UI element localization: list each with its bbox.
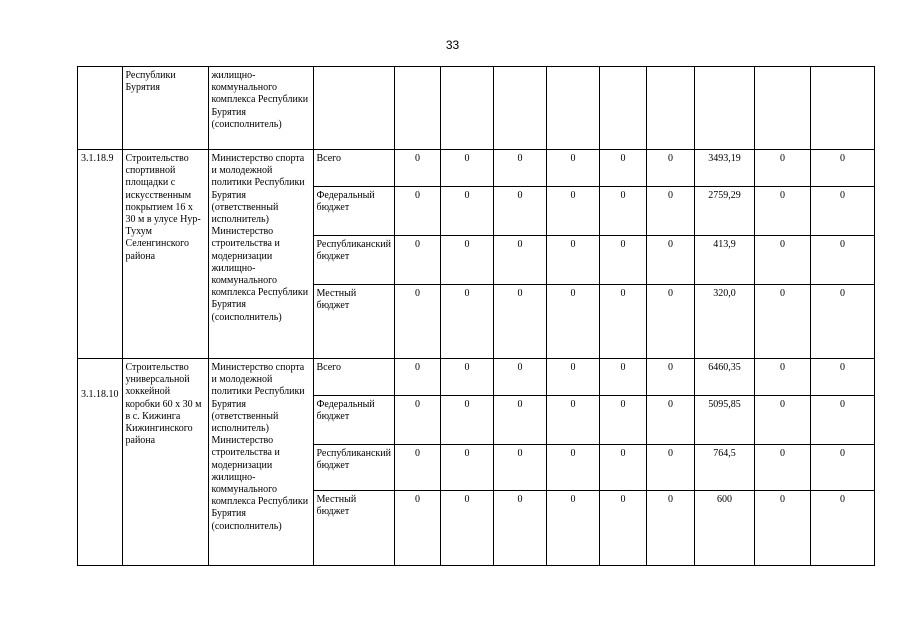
value-cell: 0 [493,359,546,396]
row-code [78,67,123,150]
value-cell: 0 [493,150,546,187]
value-cell: 0 [546,150,599,187]
value-cell: 0 [440,150,493,187]
value-cell: 0 [440,187,493,236]
value-cell: 0 [646,359,694,396]
table-row [78,359,875,396]
value-cell: 0 [493,285,546,359]
event-name: Республики Бурятия [122,67,208,150]
value-cell: 0 [646,396,694,445]
value-cell: 0 [546,445,599,491]
value-cell: 0 [810,445,874,491]
value-cell: 0 [754,359,810,396]
value-cell: 0 [440,359,493,396]
funding-source: Местный бюджет [313,285,394,359]
funding-source: Федеральный бюджет [313,187,394,236]
program-funding-table [77,66,875,566]
value-cell: 0 [546,359,599,396]
value-cell: 0 [493,491,546,566]
value-cell: 0 [394,445,440,491]
row-code: 3.1.18.10 [78,359,123,566]
funding-source: Всего [313,150,394,187]
value-cell: 0 [394,396,440,445]
value-cell: 0 [810,396,874,445]
executor: Министерство спорта и молодежной политики Республики Бурятия (ответственный исполнитель) Министерство строительства и модернизации жилищно-коммунального комплекса Республики Бурятия (соисполнитель) [208,359,313,566]
event-name: Строительство универсальной хоккейной коробки 60 х 30 м в с. Кижинга Кижингинского района [122,359,208,566]
row-code: 3.1.18.9 [78,150,123,359]
funding-source: Всего [313,359,394,396]
funding-source: Республиканский бюджет [313,445,394,491]
value-cell: 0 [599,187,646,236]
value-cell: 0 [546,285,599,359]
value-cell: 0 [599,236,646,285]
value-cell: 0 [810,150,874,187]
funding-source: Республиканский бюджет [313,236,394,285]
value-cell: 0 [646,236,694,285]
value-cell: 0 [394,359,440,396]
value-cell: 600 [694,491,754,566]
value-cell: 5095,85 [694,396,754,445]
value-cell: 0 [646,150,694,187]
value-cell: 0 [810,285,874,359]
value-cell: 0 [599,396,646,445]
value-cell: 0 [546,236,599,285]
value-cell: 0 [394,187,440,236]
value-cell: 0 [599,285,646,359]
value-cell: 0 [546,396,599,445]
value-cell: 0 [754,187,810,236]
value-cell: 0 [754,491,810,566]
value-cell: 0 [599,150,646,187]
value-cell: 0 [810,187,874,236]
value-cell: 3493,19 [694,150,754,187]
funding-source: Местный бюджет [313,491,394,566]
value-cell: 0 [493,236,546,285]
value-cell: 0 [754,285,810,359]
event-name: Строительство спортивной площадки с искусственным покрытием 16 х 30 м в улусе Нур-Тухум Селенгинского района [122,150,208,359]
value-cell: 0 [394,150,440,187]
value-cell: 0 [440,236,493,285]
value-cell: 0 [599,359,646,396]
value-cell: 413,9 [694,236,754,285]
executor: Министерство спорта и молодежной политики Республики Бурятия (ответственный исполнитель) Министерство строительства и модернизации жилищно-коммунального комплекса Республики Бурятия (соисполнитель) [208,150,313,359]
page-number: 33 [445,38,460,52]
value-cell: 0 [394,491,440,566]
value-cell: 0 [394,236,440,285]
value-cell: 0 [646,187,694,236]
value-cell: 0 [810,359,874,396]
value-cell: 0 [440,491,493,566]
value-cell: 764,5 [694,445,754,491]
funding-source: Федеральный бюджет [313,396,394,445]
value-cell: 0 [810,236,874,285]
value-cell: 0 [754,236,810,285]
value-cell: 0 [754,150,810,187]
value-cell: 0 [599,445,646,491]
value-cell: 0 [394,285,440,359]
value-cell: 320,0 [694,285,754,359]
value-cell: 6460,35 [694,359,754,396]
value-cell: 0 [646,285,694,359]
value-cell: 0 [599,491,646,566]
value-cell: 0 [440,285,493,359]
value-cell: 0 [493,445,546,491]
value-cell: 0 [810,491,874,566]
value-cell: 0 [493,187,546,236]
funding-source [313,67,394,150]
value-cell: 0 [440,396,493,445]
value-cell: 2759,29 [694,187,754,236]
value-cell: 0 [546,187,599,236]
value-cell: 0 [754,396,810,445]
executor: жилищно-коммунального комплекса Республики Бурятия (соисполнитель) [208,67,313,150]
value-cell: 0 [546,491,599,566]
table-row [78,150,875,187]
value-cell: 0 [646,491,694,566]
value-cell: 0 [493,396,546,445]
value-cell: 0 [754,445,810,491]
value-cell: 0 [646,445,694,491]
value-cell: 0 [440,445,493,491]
continued-row [78,67,875,150]
